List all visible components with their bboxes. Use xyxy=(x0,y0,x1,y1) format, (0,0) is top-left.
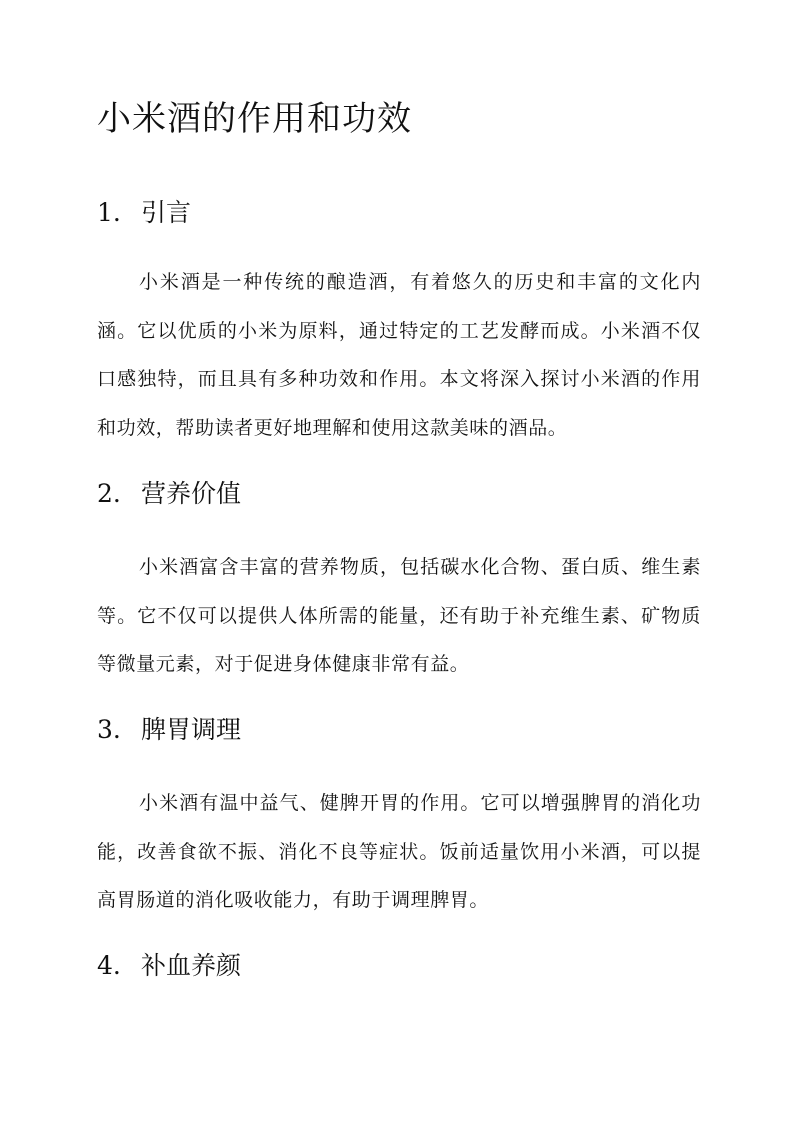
section-heading-3 xyxy=(97,713,241,747)
section-heading-1 xyxy=(97,196,191,230)
section-number: 1. xyxy=(97,198,121,227)
section-title: 营养价值 xyxy=(141,479,242,508)
section-paragraph-1: 小米酒是一种传统的酿造酒，有着悠久的历史和丰富的文化内涵。它以优质的小米为原料，通过特定的工艺发酵而成。小米酒不仅口感独特，而且具有多种功效和作用。本文将深入探讨小米酒的作用和功效，帮助读者更好地理解和使用这款美味的酒品。 xyxy=(97,271,701,439)
section-paragraph-3: 小米酒有温中益气、健脾开胃的作用。它可以增强脾胃的消化功能，改善食欲不振、消化不良等症状。饭前适量饮用小米酒，可以提高胃肠道的消化吸收能力，有助于调理脾胃。 xyxy=(97,792,701,911)
section-number: 2. xyxy=(97,479,121,508)
section-heading-2 xyxy=(97,477,241,511)
section-title: 引言 xyxy=(141,198,192,227)
section-title: 补血养颜 xyxy=(141,951,242,980)
section-title: 脾胃调理 xyxy=(141,715,242,744)
section-heading-4 xyxy=(97,949,241,983)
section-number: 4. xyxy=(97,951,121,980)
document-title: 小米酒的作用和功效 xyxy=(97,99,412,139)
section-paragraph-2: 小米酒富含丰富的营养物质，包括碳水化合物、蛋白质、维生素等。它不仅可以提供人体所需的能量，还有助于补充维生素、矿物质等微量元素，对于促进身体健康非常有益。 xyxy=(97,556,701,675)
section-number: 3. xyxy=(97,715,121,744)
